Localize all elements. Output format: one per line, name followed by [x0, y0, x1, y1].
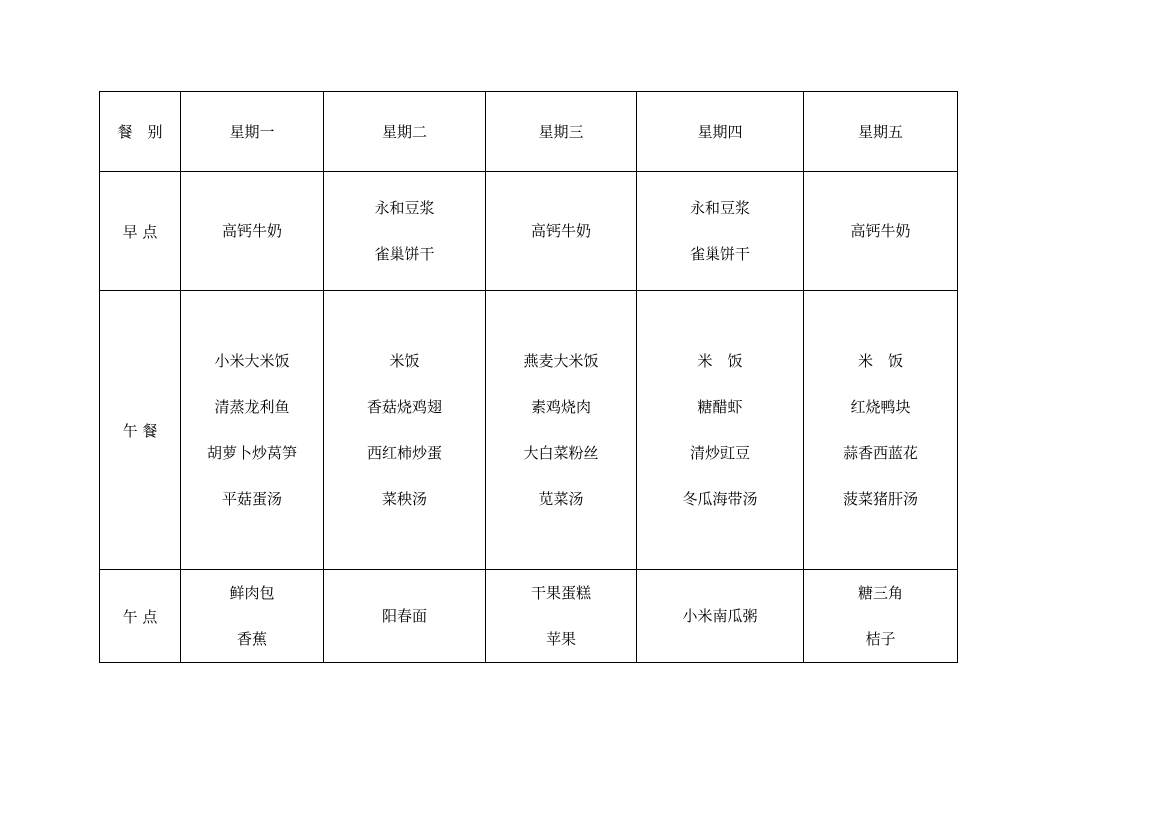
menu-item: 米 饭	[857, 352, 903, 370]
menu-cell	[486, 291, 637, 570]
menu-item: 高钙牛奶	[530, 222, 591, 240]
menu-item: 菠菜猪肝汤	[842, 490, 918, 508]
menu-item: 苹果	[545, 630, 576, 648]
menu-item: 米 饭	[697, 352, 743, 370]
menu-item: 香蕉	[236, 630, 267, 648]
header-label-day: 星期四	[697, 123, 743, 141]
menu-item: 小米大米饭	[214, 352, 290, 370]
menu-item: 苋菜汤	[538, 490, 584, 508]
menu-item: 米饭	[389, 352, 420, 370]
breakfast-row	[100, 172, 958, 291]
header-cell-friday	[804, 92, 958, 172]
menu-item: 雀巢饼干	[689, 245, 750, 263]
menu-item: 雀巢饼干	[374, 245, 435, 263]
menu-cell	[637, 570, 804, 663]
menu-cell	[324, 291, 486, 570]
menu-item: 菜秧汤	[381, 490, 427, 508]
row-label-cell	[100, 172, 181, 291]
menu-item: 清炒豇豆	[689, 444, 750, 462]
menu-item: 清蒸龙利鱼	[214, 398, 290, 416]
menu-item: 干果蛋糕	[530, 584, 591, 602]
header-label-day: 星期三	[538, 123, 584, 141]
row-label-lunch: 午 餐	[122, 421, 158, 440]
menu-item: 桔子	[865, 630, 896, 648]
row-label-cell	[100, 570, 181, 663]
header-label-day: 星期二	[381, 123, 427, 141]
menu-cell	[324, 570, 486, 663]
menu-item: 永和豆浆	[374, 199, 435, 217]
menu-item: 阳春面	[381, 607, 427, 625]
menu-cell	[637, 172, 804, 291]
menu-cell	[804, 291, 958, 570]
menu-item: 糖三角	[857, 584, 903, 602]
header-label-meal-type: 餐 别	[117, 123, 163, 141]
menu-item: 红烧鸭块	[850, 398, 911, 416]
menu-cell	[324, 172, 486, 291]
menu-item: 西红柿炒蛋	[366, 444, 442, 462]
header-label-day: 星期五	[857, 123, 903, 141]
lunch-row	[100, 291, 958, 570]
menu-cell	[181, 570, 324, 663]
menu-item: 冬瓜海带汤	[682, 490, 758, 508]
weekly-menu-table	[99, 91, 958, 663]
afternoon-snack-row	[100, 570, 958, 663]
menu-item: 鲜肉包	[229, 584, 275, 602]
menu-item: 高钙牛奶	[221, 222, 282, 240]
header-row	[100, 92, 958, 172]
menu-cell	[637, 291, 804, 570]
header-cell-monday	[181, 92, 324, 172]
header-cell-tuesday	[324, 92, 486, 172]
menu-item: 燕麦大米饭	[523, 352, 599, 370]
menu-item: 小米南瓜粥	[682, 607, 758, 625]
menu-cell	[486, 570, 637, 663]
menu-item: 香菇烧鸡翅	[366, 398, 442, 416]
menu-item: 永和豆浆	[689, 199, 750, 217]
menu-cell	[804, 172, 958, 291]
menu-item: 糖醋虾	[697, 398, 743, 416]
menu-cell	[181, 172, 324, 291]
menu-item: 高钙牛奶	[850, 222, 911, 240]
header-cell-meal-type	[100, 92, 181, 172]
row-label-breakfast: 早 点	[122, 222, 158, 241]
header-cell-wednesday	[486, 92, 637, 172]
menu-cell	[181, 291, 324, 570]
row-label-afternoon-snack: 午 点	[122, 607, 158, 626]
row-label-cell	[100, 291, 181, 570]
menu-item: 平菇蛋汤	[221, 490, 282, 508]
menu-item: 素鸡烧肉	[530, 398, 591, 416]
menu-item: 蒜香西蓝花	[842, 444, 918, 462]
header-cell-thursday	[637, 92, 804, 172]
menu-cell	[486, 172, 637, 291]
header-label-day: 星期一	[229, 123, 275, 141]
menu-cell	[804, 570, 958, 663]
menu-item: 大白菜粉丝	[523, 444, 599, 462]
menu-item: 胡萝卜炒莴笋	[206, 444, 297, 462]
